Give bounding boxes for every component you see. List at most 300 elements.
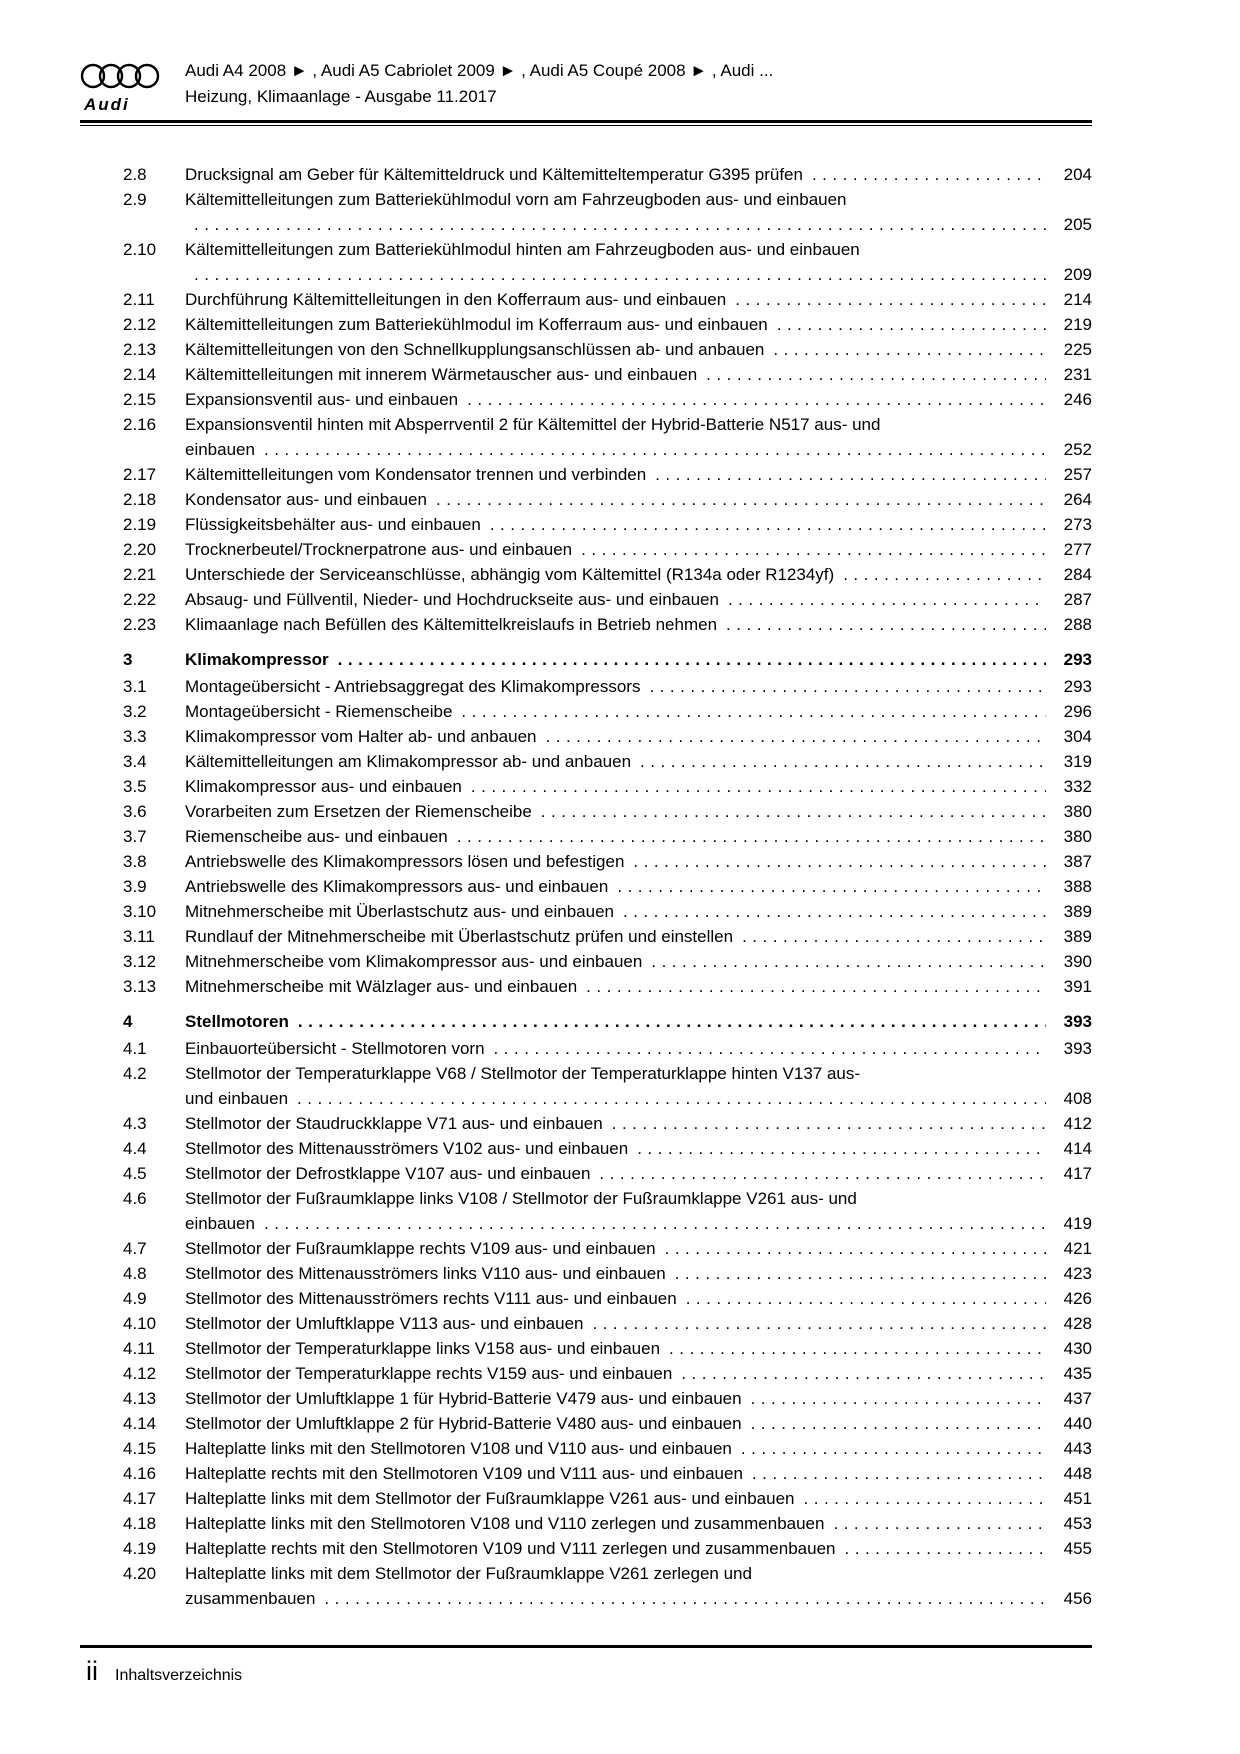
toc-entry-page: 391: [1063, 977, 1092, 996]
toc-entry-page: 421: [1063, 1239, 1092, 1258]
toc-entry: [80, 874, 1092, 899]
toc-entry-body: [185, 899, 1092, 924]
toc-entry-body: [185, 1561, 1092, 1611]
toc-entry-line: [185, 362, 1092, 387]
toc-entry-line: [185, 487, 1092, 512]
header-subtitle-line: Heizung, Klimaanlage - Ausgabe 11.2017: [185, 87, 497, 106]
toc-entry-number: 4.18: [123, 1514, 157, 1533]
toc-entry-body: [185, 1461, 1092, 1486]
toc-entry-line: [185, 1111, 1092, 1136]
toc-entry-number: 3.8: [123, 852, 147, 871]
toc-entry-body: [185, 487, 1092, 512]
toc-entry-title: Kältemittelleitungen am Klimakompressor ab- und anbauen: [185, 752, 632, 771]
dot-leader: [637, 1136, 1046, 1161]
toc-entry: [80, 674, 1092, 699]
dot-leader: [833, 1511, 1046, 1536]
toc-entry-page: 393: [1063, 1039, 1092, 1058]
toc-entry-title: Vorarbeiten zum Ersetzen der Riemenscheibe: [185, 802, 532, 821]
toc-entry-line: [185, 1036, 1092, 1061]
audi-logo: [80, 56, 185, 115]
toc-entry: [80, 1161, 1092, 1186]
toc-entry: [80, 1136, 1092, 1161]
toc-entry-body: [185, 1161, 1092, 1186]
toc-entry-title: Antriebswelle des Klimakompressors aus- und einbauen: [185, 877, 609, 896]
toc-entry-line: [185, 587, 1092, 612]
toc-entry-title: Stellmotor der Fußraumklappe links V108 / Stellmotor der Fußraumklappe V261 aus- und: [185, 1189, 857, 1208]
toc-entry-page: 225: [1063, 340, 1092, 359]
toc-entry-body: [185, 1111, 1092, 1136]
toc-entry-number: 3.13: [123, 977, 157, 996]
toc-entry: [80, 1286, 1092, 1311]
toc-entry-body: [185, 924, 1092, 949]
toc-entry: [80, 512, 1092, 537]
dot-leader: [546, 724, 1046, 749]
toc-entry-page: 389: [1063, 927, 1092, 946]
toc-entry-title: Expansionsventil hinten mit Absperrventil 2 für Kältemittel der Hybrid-Batterie N517 aus- und: [185, 415, 881, 434]
toc-entry-title: Stellmotor der Staudruckklappe V71 aus- und einbauen: [185, 1114, 603, 1133]
toc-entry: [80, 412, 1092, 462]
toc-entry-line: [185, 1261, 1092, 1286]
toc-entry-line: [185, 1161, 1092, 1186]
toc-entry: [80, 1311, 1092, 1336]
toc-entry-number: 3.5: [123, 777, 147, 796]
dot-leader: [436, 487, 1046, 512]
toc-entry-page: 293: [1063, 650, 1092, 669]
toc-entry-page: 437: [1063, 1389, 1092, 1408]
toc-entry-page: 257: [1063, 465, 1092, 484]
toc-entry-title: Antriebswelle des Klimakompressors lösen und befestigen: [185, 852, 625, 871]
toc-entry-body: [185, 1511, 1092, 1536]
toc-entry: [80, 1186, 1092, 1236]
toc-entry-title: Einbauorteübersicht - Stellmotoren vorn: [185, 1039, 485, 1058]
toc-entry-page: 380: [1063, 802, 1092, 821]
toc-entry: [80, 699, 1092, 724]
toc-entry-line: [185, 287, 1092, 312]
toc-entry-body: [185, 1486, 1092, 1511]
toc-entry-number: 3.1: [123, 677, 147, 696]
toc-entry-line: [185, 1286, 1092, 1311]
page-number-roman: ii: [86, 1656, 98, 1686]
toc-entry-title: Mitnehmerscheibe mit Wälzlager aus- und einbauen: [185, 977, 578, 996]
dot-leader: [655, 462, 1046, 487]
toc-entry-line: [185, 237, 1092, 262]
toc-entry-title: zusammenbauen: [185, 1589, 316, 1608]
toc-entry-body: [185, 1336, 1092, 1361]
toc-entry-body: [185, 512, 1092, 537]
toc-entry-body: [185, 1036, 1092, 1061]
toc-entry-page: 380: [1063, 827, 1092, 846]
toc-entry-body: [185, 1261, 1092, 1286]
toc-entry-page: 414: [1063, 1139, 1092, 1158]
toc-entry: [80, 799, 1092, 824]
toc-entry-page: 387: [1063, 852, 1092, 871]
toc-entry-number: 4.11: [123, 1339, 155, 1358]
toc-entry-title: Kältemittelleitungen zum Batteriekühlmodul vorn am Fahrzeugboden aus- und einbauen: [185, 190, 847, 209]
table-of-contents: [80, 126, 1092, 1611]
toc-entry-page: 412: [1063, 1114, 1092, 1133]
dot-leader: [681, 1361, 1046, 1386]
toc-entry-number: 4.14: [123, 1414, 157, 1433]
toc-entry-body: [185, 287, 1092, 312]
toc-entry-title: Trocknerbeutel/Trocknerpatrone aus- und einbauen: [185, 540, 573, 559]
dot-leader: [706, 362, 1046, 387]
toc-entry-line: [185, 1436, 1092, 1461]
toc-entry-body: [185, 337, 1092, 362]
toc-entry-line: [185, 1136, 1092, 1161]
toc-entry-page: 426: [1063, 1289, 1092, 1308]
toc-entry-title: Stellmotoren: [185, 1012, 289, 1031]
toc-entry: [80, 1561, 1092, 1611]
toc-entry-page: 264: [1063, 490, 1092, 509]
toc-entry: [80, 1261, 1092, 1286]
toc-entry-title: Kältemittelleitungen vom Kondensator trennen und verbinden: [185, 465, 647, 484]
toc-entry-title: Stellmotor des Mittenausströmers rechts V111 aus- und einbauen: [185, 1289, 677, 1308]
toc-entry-number: 3: [123, 650, 133, 669]
toc-entry-line: [185, 162, 1092, 187]
dot-leader: [633, 849, 1046, 874]
toc-entry-title: Kältemittelleitungen mit innerem Wärmetauscher aus- und einbauen: [185, 365, 698, 384]
dot-leader: [773, 337, 1046, 362]
toc-entry-number: 3.2: [123, 702, 147, 721]
dot-leader: [741, 1436, 1046, 1461]
toc-entry: [80, 612, 1092, 637]
toc-entry-page: 252: [1063, 440, 1092, 459]
toc-entry-page: 448: [1063, 1464, 1092, 1483]
header-models-line: Audi A4 2008 ► , Audi A5 Cabriolet 2009 ► , Audi A5 Coupé 2008 ► , Audi ...: [185, 61, 774, 80]
toc-entry-page: 277: [1063, 540, 1092, 559]
dot-leader: [194, 262, 1046, 287]
toc-entry-number: 3.9: [123, 877, 147, 896]
toc-entry-number: 4: [123, 1012, 133, 1031]
toc-entry-title: Halteplatte links mit den Stellmotoren V108 und V110 zerlegen und zusammenbauen: [185, 1514, 825, 1533]
toc-entry-line: [185, 212, 1092, 237]
toc-entry-title: Unterschiede der Serviceanschlüsse, abhängig vom Kältemittel (R134a oder R1234yf): [185, 565, 835, 584]
page-header: [80, 56, 1092, 115]
toc-entry-title: Klimakompressor: [185, 650, 329, 669]
toc-entry-title: Klimakompressor vom Halter ab- und anbauen: [185, 727, 537, 746]
toc-entry-body: [185, 699, 1092, 724]
toc-entry: [80, 1336, 1092, 1361]
toc-entry-line: [185, 1311, 1092, 1336]
toc-entry: [80, 287, 1092, 312]
toc-entry-title: Rundlauf der Mitnehmerscheibe mit Überlastschutz prüfen und einstellen: [185, 927, 734, 946]
toc-entry: [80, 1111, 1092, 1136]
toc-entry: [80, 774, 1092, 799]
toc-entry-title: Halteplatte rechts mit den Stellmotoren V109 und V111 aus- und einbauen: [185, 1464, 743, 1483]
toc-entry-line: [185, 187, 1092, 212]
toc-entry-line: [185, 899, 1092, 924]
toc-entry-page: 231: [1063, 365, 1092, 384]
toc-entry-title: Stellmotor der Temperaturklappe V68 / Stellmotor der Temperaturklappe hinten V137 aus-: [185, 1064, 861, 1083]
toc-entry: [80, 312, 1092, 337]
toc-entry: [80, 1386, 1092, 1411]
toc-entry-page: 304: [1063, 727, 1092, 746]
toc-entry-line: [185, 1461, 1092, 1486]
toc-entry: [80, 587, 1092, 612]
toc-entry: [80, 537, 1092, 562]
dot-leader: [264, 437, 1046, 462]
footer-rule: [80, 1645, 1092, 1648]
toc-entry-title: Halteplatte links mit den Stellmotoren V108 und V110 aus- und einbauen: [185, 1439, 732, 1458]
dot-leader: [651, 949, 1046, 974]
toc-entry-body: [185, 462, 1092, 487]
dot-leader: [617, 874, 1046, 899]
toc-entry-title: Kondensator aus- und einbauen: [185, 490, 427, 509]
toc-entry-line: [185, 1236, 1092, 1261]
toc-entry-number: 3.4: [123, 752, 147, 771]
toc-entry: [80, 849, 1092, 874]
toc-entry-line: [185, 724, 1092, 749]
dot-leader: [686, 1286, 1046, 1311]
toc-entry-number: 3.12: [123, 952, 157, 971]
toc-entry-page: 389: [1063, 902, 1092, 921]
toc-entry-number: 4.16: [123, 1464, 157, 1483]
audi-wordmark: Audi: [84, 95, 130, 114]
toc-entry-body: [185, 1386, 1092, 1411]
toc-entry-page: 443: [1063, 1439, 1092, 1458]
toc-entry-page: 455: [1063, 1539, 1092, 1558]
toc-entry-number: 3.11: [123, 927, 155, 946]
toc-entry: [80, 237, 1092, 287]
toc-entry-title: Stellmotor der Fußraumklappe rechts V109 aus- und einbauen: [185, 1239, 656, 1258]
toc-entry-page: 390: [1063, 952, 1092, 971]
toc-entry-title: Kältemittelleitungen von den Schnellkupplungsanschlüssen ab- und anbauen: [185, 340, 765, 359]
toc-entry-line: [185, 1211, 1092, 1236]
toc-entry-title: Kältemittelleitungen zum Batteriekühlmodul im Kofferraum aus- und einbauen: [185, 315, 768, 334]
toc-entry-title: Halteplatte links mit dem Stellmotor der Fußraumklappe V261 aus- und einbauen: [185, 1489, 795, 1508]
toc-entry-number: 3.6: [123, 802, 147, 821]
toc-entry-body: [185, 1311, 1092, 1336]
footer-section-label: Inhaltsverzeichnis: [115, 1667, 243, 1684]
header-text-block: [185, 56, 773, 110]
toc-entry-title: Stellmotor der Umluftklappe 2 für Hybrid-Batterie V480 aus- und einbauen: [185, 1414, 742, 1433]
toc-entry-line: [185, 1009, 1092, 1034]
toc-entry-page: 428: [1063, 1314, 1092, 1333]
dot-leader: [194, 212, 1046, 237]
toc-entry: [80, 487, 1092, 512]
toc-entry-number: 4.17: [123, 1489, 157, 1508]
toc-entry-line: [185, 1536, 1092, 1561]
toc-entry-number: 4.2: [123, 1064, 147, 1083]
toc-entry-line: [185, 1386, 1092, 1411]
toc-entry-body: [185, 1186, 1092, 1236]
toc-entry-title: und einbauen: [185, 1089, 289, 1108]
toc-entry-title: Riemenscheibe aus- und einbauen: [185, 827, 448, 846]
dot-leader: [592, 1311, 1046, 1336]
toc-entry-line: [185, 799, 1092, 824]
toc-entry: [80, 824, 1092, 849]
dot-leader: [599, 1161, 1046, 1186]
toc-entry-line: [185, 1361, 1092, 1386]
toc-entry-body: [185, 1536, 1092, 1561]
toc-entry: [80, 387, 1092, 412]
toc-entry-title: Durchführung Kältemittelleitungen in den Kofferraum aus- und einbauen: [185, 290, 727, 309]
toc-entry-body: [185, 237, 1092, 287]
dot-leader: [675, 1261, 1046, 1286]
toc-entry-number: 4.19: [123, 1539, 157, 1558]
toc-entry-line: [185, 949, 1092, 974]
toc-entry-body: [185, 362, 1092, 387]
toc-entry-line: [185, 337, 1092, 362]
toc-entry-line: [185, 612, 1092, 637]
toc-entry-number: 2.11: [123, 290, 155, 309]
dot-leader: [649, 674, 1046, 699]
dot-leader: [812, 162, 1046, 187]
toc-entry-body: [185, 1061, 1092, 1111]
toc-entry-title: Flüssigkeitsbehälter aus- und einbauen: [185, 515, 481, 534]
toc-entry-number: 3.10: [123, 902, 157, 921]
toc-entry-line: [185, 1486, 1092, 1511]
toc-entry: [80, 1061, 1092, 1111]
toc-entry-body: [185, 1286, 1092, 1311]
toc-entry: [80, 1486, 1092, 1511]
toc-entry-line: [185, 1586, 1092, 1611]
toc-entry-line: [185, 412, 1092, 437]
toc-entry-number: 2.22: [123, 590, 157, 609]
toc-entry-number: 2.23: [123, 615, 157, 634]
toc-entry-page: 423: [1063, 1264, 1092, 1283]
toc-entry: [80, 974, 1092, 999]
toc-entry-title: Mitnehmerscheibe vom Klimakompressor aus- und einbauen: [185, 952, 643, 971]
toc-entry-number: 2.10: [123, 240, 157, 259]
toc-entry-number: 2.14: [123, 365, 157, 384]
toc-entry-body: [185, 612, 1092, 637]
toc-entry-line: [185, 262, 1092, 287]
dot-leader: [461, 699, 1046, 724]
toc-entry-page: 273: [1063, 515, 1092, 534]
toc-entry-number: 2.16: [123, 415, 157, 434]
dot-leader: [726, 612, 1046, 637]
dot-leader: [471, 774, 1046, 799]
dot-leader: [457, 824, 1046, 849]
toc-entry-page: 453: [1063, 1514, 1092, 1533]
page-footer: [80, 1656, 1092, 1686]
toc-entry-title: Montageübersicht - Antriebsaggregat des Klimakompressors: [185, 677, 641, 696]
dot-leader: [467, 387, 1046, 412]
toc-entry-line: [185, 1561, 1092, 1586]
toc-entry-number: 4.8: [123, 1264, 147, 1283]
toc-entry-page: 456: [1063, 1589, 1092, 1608]
toc-entry: [80, 362, 1092, 387]
toc-entry-line: [185, 1511, 1092, 1536]
dot-leader: [581, 537, 1046, 562]
toc-entry-page: 284: [1063, 565, 1092, 584]
toc-entry-title: Halteplatte rechts mit den Stellmotoren V109 und V111 zerlegen und zusammenbauen: [185, 1539, 836, 1558]
toc-entry-number: 4.3: [123, 1114, 147, 1133]
toc-entry: [80, 899, 1092, 924]
toc-entry-body: [185, 562, 1092, 587]
toc-entry-number: 4.10: [123, 1314, 157, 1333]
toc-entry-title: Mitnehmerscheibe mit Überlastschutz aus- und einbauen: [185, 902, 615, 921]
toc-entry-title: Stellmotor des Mittenausströmers links V110 aus- und einbauen: [185, 1264, 666, 1283]
toc-entry: [80, 562, 1092, 587]
toc-entry-page: 219: [1063, 315, 1092, 334]
dot-leader: [843, 562, 1046, 587]
toc-entry: [80, 187, 1092, 237]
toc-entry: [80, 1511, 1092, 1536]
toc-entry-line: [185, 462, 1092, 487]
toc-entry-title: Stellmotor der Defrostklappe V107 aus- und einbauen: [185, 1164, 591, 1183]
toc-entry-body: [185, 1009, 1092, 1034]
toc-entry-number: 4.6: [123, 1189, 147, 1208]
toc-entry-page: 440: [1063, 1414, 1092, 1433]
toc-entry: [80, 647, 1092, 672]
toc-entry-number: 2.15: [123, 390, 157, 409]
toc-entry-number: 4.1: [123, 1039, 147, 1058]
toc-entry: [80, 724, 1092, 749]
toc-entry-number: 2.18: [123, 490, 157, 509]
toc-entry: [80, 1436, 1092, 1461]
dot-leader: [297, 1086, 1046, 1111]
toc-entry-line: [185, 849, 1092, 874]
toc-entry-body: [185, 824, 1092, 849]
toc-entry-body: [185, 724, 1092, 749]
toc-entry-body: [185, 1236, 1092, 1261]
toc-entry-body: [185, 1411, 1092, 1436]
dot-leader: [751, 1411, 1046, 1436]
toc-entry-body: [185, 387, 1092, 412]
toc-entry: [80, 1036, 1092, 1061]
toc-entry-body: [185, 1436, 1092, 1461]
toc-entry-line: [185, 512, 1092, 537]
toc-entry-line: [185, 674, 1092, 699]
toc-entry-body: [185, 587, 1092, 612]
toc-entry-line: [185, 924, 1092, 949]
toc-entry-line: [185, 974, 1092, 999]
dot-leader: [845, 1536, 1047, 1561]
dot-leader: [298, 1009, 1046, 1034]
toc-entry-body: [185, 1361, 1092, 1386]
toc-entry-number: 2.17: [123, 465, 157, 484]
toc-entry-page: 419: [1063, 1214, 1092, 1233]
toc-entry-number: 2.13: [123, 340, 157, 359]
toc-entry-line: [185, 1336, 1092, 1361]
toc-entry-number: 2.8: [123, 165, 147, 184]
toc-entry-page: 204: [1063, 165, 1092, 184]
toc-entry-page: 209: [1063, 265, 1092, 284]
toc-entry-number: 4.5: [123, 1164, 147, 1183]
toc-entry-line: [185, 1186, 1092, 1211]
toc-entry-title: Stellmotor der Umluftklappe 1 für Hybrid-Batterie V479 aus- und einbauen: [185, 1389, 742, 1408]
toc-entry-page: 408: [1063, 1089, 1092, 1108]
dot-leader: [640, 749, 1046, 774]
toc-entry-body: [185, 774, 1092, 799]
toc-entry-body: [185, 162, 1092, 187]
toc-entry-number: 4.20: [123, 1564, 157, 1583]
toc-entry-page: 296: [1063, 702, 1092, 721]
dot-leader: [541, 799, 1046, 824]
dot-leader: [612, 1111, 1046, 1136]
toc-entry: [80, 337, 1092, 362]
toc-entry-page: 435: [1063, 1364, 1092, 1383]
toc-entry-line: [185, 749, 1092, 774]
dot-leader: [494, 1036, 1046, 1061]
toc-entry-body: [185, 799, 1092, 824]
toc-entry: [80, 1536, 1092, 1561]
toc-entry-page: 393: [1063, 1012, 1092, 1031]
toc-entry-number: 4.4: [123, 1139, 147, 1158]
toc-entry-title: Stellmotor der Umluftklappe V113 aus- und einbauen: [185, 1314, 584, 1333]
dot-leader: [752, 1461, 1046, 1486]
toc-entry-number: 2.9: [123, 190, 147, 209]
toc-entry-number: 4.13: [123, 1389, 157, 1408]
toc-entry-number: 2.21: [123, 565, 157, 584]
toc-entry-title: Stellmotor der Temperaturklappe rechts V159 aus- und einbauen: [185, 1364, 673, 1383]
toc-entry: [80, 1009, 1092, 1034]
dot-leader: [586, 974, 1046, 999]
toc-entry-line: [185, 1061, 1092, 1086]
toc-entry-page: 319: [1063, 752, 1092, 771]
